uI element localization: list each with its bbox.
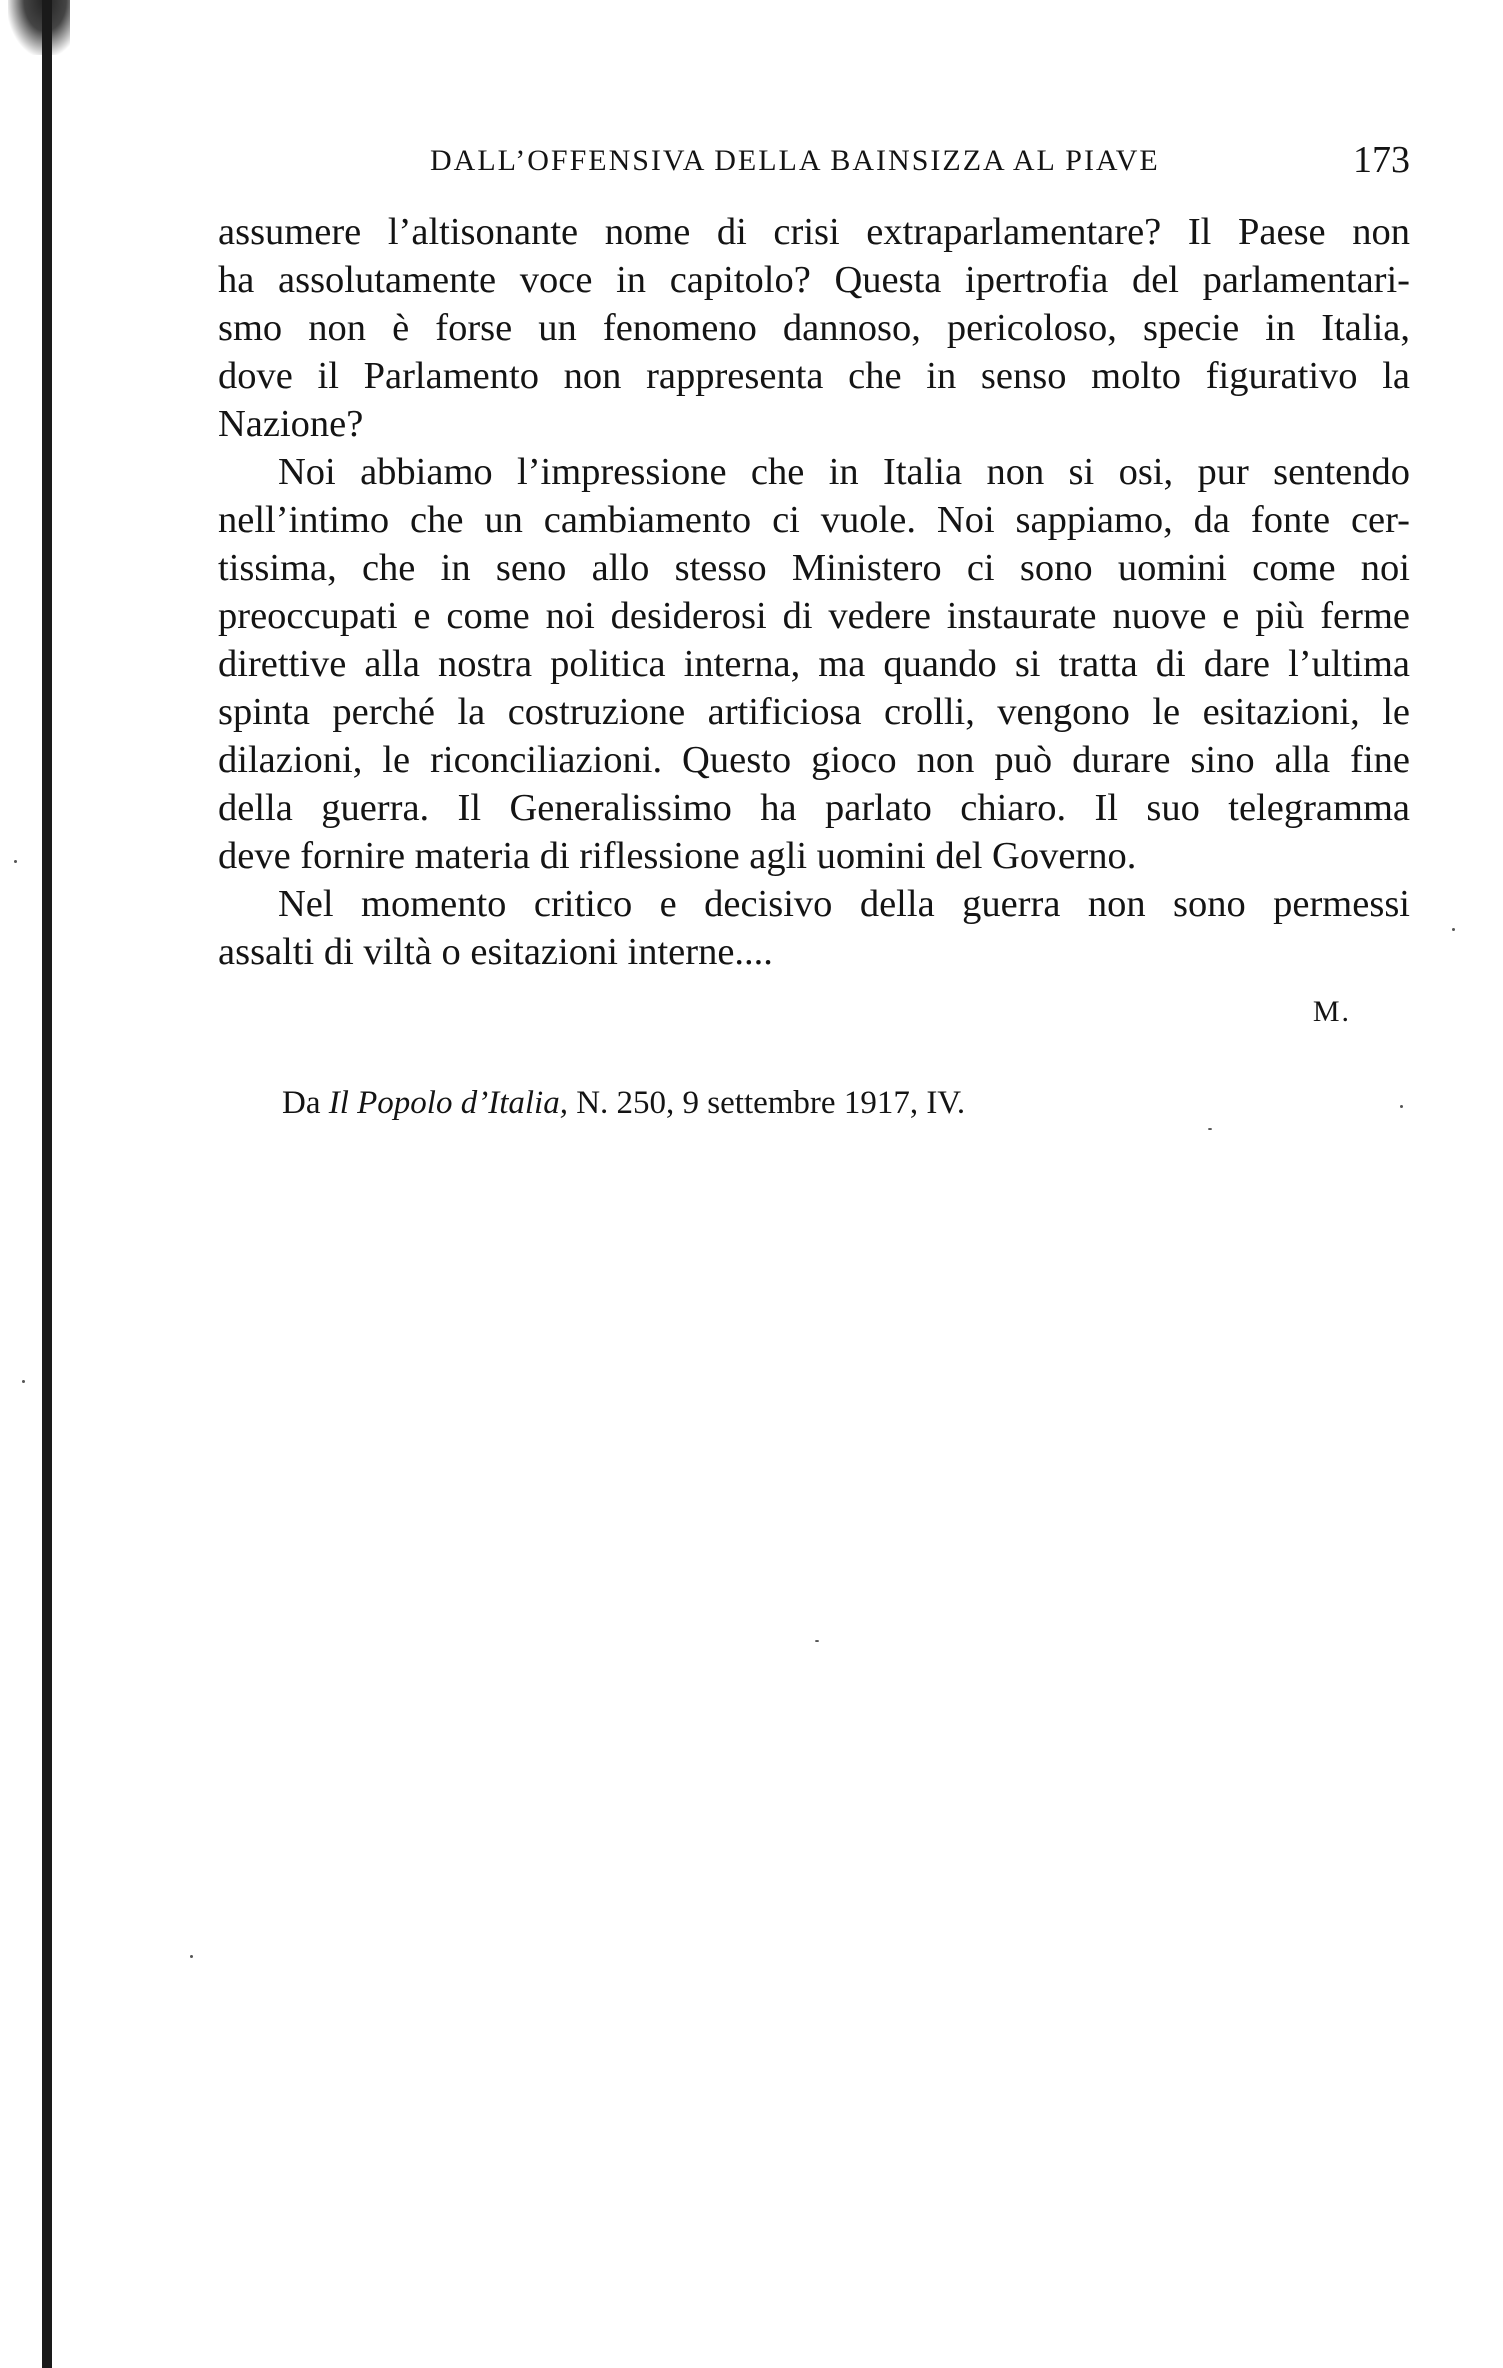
running-head: [430, 138, 1410, 182]
text-line: tissima, che in seno allo stesso Ministero ci sono uomini come noi: [218, 547, 1410, 589]
text-line: ha assolutamente voce in capitolo? Questa ipertrofia del parlamentari-: [218, 259, 1410, 301]
text-line: dilazioni, le riconciliazioni. Questo gioco non può durare sino alla fine: [218, 739, 1410, 781]
text-line: assalti di viltà o esitazioni interne....: [218, 931, 773, 973]
text-line: nell’intimo che un cambiamento ci vuole. Noi sappiamo, da fonte cer-: [218, 499, 1410, 541]
text-line: spinta perché la costruzione artificiosa crolli, vengono le esitazioni, le: [218, 691, 1410, 733]
scan-speck: [14, 860, 17, 863]
author-signature: M.: [1312, 995, 1351, 1028]
text-line: dove il Parlamento non rappresenta che in senso molto figurativo la: [218, 355, 1410, 397]
scan-speck: [1452, 928, 1455, 931]
scan-speck: [22, 1380, 25, 1383]
text-line: assumere l’altisonante nome di crisi extraparlamentare? Il Paese non: [218, 211, 1410, 253]
text-line: Nazione?: [218, 403, 364, 445]
text-line: Nel momento critico e decisivo della guerra non sono permessi: [278, 883, 1410, 925]
source-publication: Il Popolo d’Italia,: [328, 1085, 568, 1121]
text-line: smo non è forse un fenomeno dannoso, pericoloso, specie in Italia,: [218, 307, 1410, 349]
scan-speck: [1400, 1105, 1403, 1108]
body-text: [218, 208, 1410, 976]
text-line: Noi abbiamo l’impressione che in Italia non si osi, pur sentendo: [278, 451, 1410, 493]
source-details: N. 250, 9 settembre 1917, IV.: [567, 1085, 966, 1121]
book-spine-edge: [42, 0, 52, 2368]
text-line: deve fornire materia di riflessione agli uomini del Governo.: [218, 835, 1137, 877]
scan-speck: [1208, 1128, 1212, 1130]
scan-speck: [190, 1955, 193, 1958]
text-line: direttive alla nostra politica interna, ma quando si tratta di dare l’ultima: [218, 643, 1410, 685]
running-title: DALL’OFFENSIVA DELLA BAINSIZZA AL PIAVE: [430, 144, 1160, 177]
page-number: 173: [1353, 139, 1410, 181]
source-citation: [282, 1085, 965, 1122]
text-line: preoccupati e come noi desiderosi di vedere instaurate nuove e più ferme: [218, 595, 1410, 637]
text-line: della guerra. Il Generalissimo ha parlato chiaro. Il suo telegramma: [218, 787, 1410, 829]
book-spine-shadow: [8, 0, 70, 55]
source-prefix: Da: [282, 1085, 329, 1121]
scan-speck: [815, 1640, 819, 1642]
